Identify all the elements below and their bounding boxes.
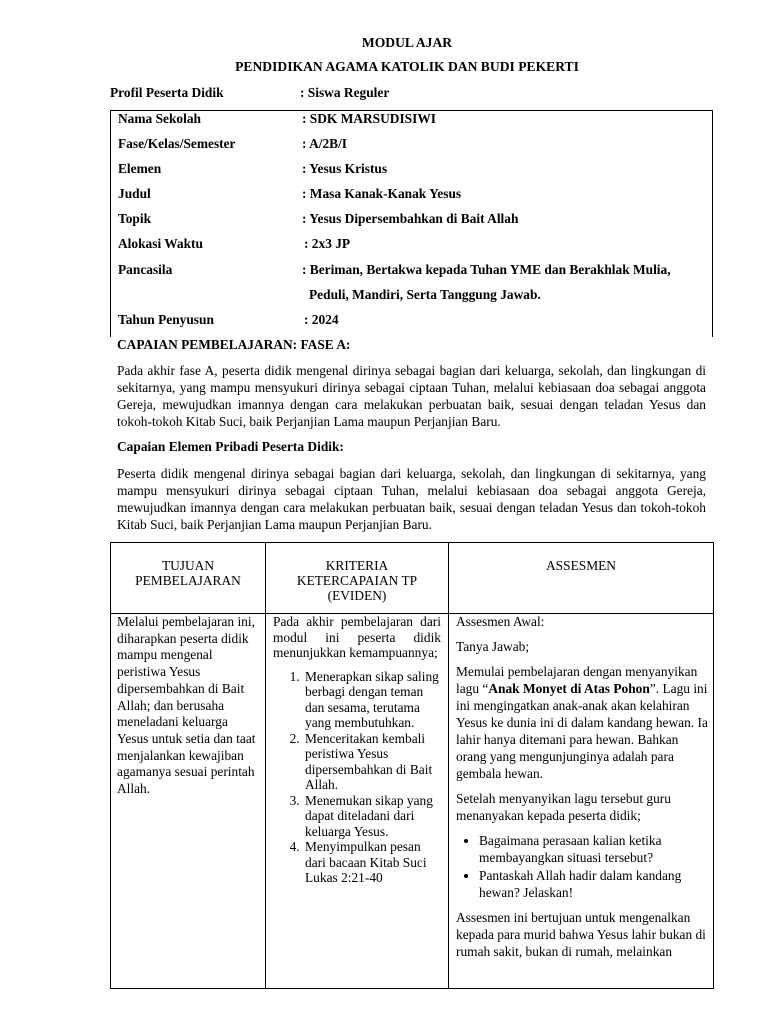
list-item: 3. Menemukan sikap yang dapat diteladani dari keluarga Yesus. (303, 793, 441, 840)
list-item: • Pantaskah Allah hadir dalam kandang hewan? Jelaskan! (479, 867, 708, 901)
capaian-text: Pada akhir fase A, peserta didik mengenal dirinya sebagai bagian dari keluarga, sekolah, dan lingkungan di sekitarnya, yang mampu mensyukuri dirinya sebagai ciptaan Tuhan, melalui kebiasaan doa sebagai anggota Gereja, mewujudkan imannya dengan cara melakukan perbuatan baik, sesuai dengan teladan Yesus dan tokoh-tokoh Kitab Suci, baik Perjanjian Lama maupun Perjanjian Baru. (117, 363, 706, 429)
question-list (456, 832, 708, 901)
header-text: PEMBELAJARAN (135, 573, 241, 588)
elemen-pribadi-heading: Capaian Elemen Pribadi Peserta Didik: (117, 439, 344, 454)
info-row-fase (118, 136, 348, 152)
header-text: (EVIDEN) (327, 588, 387, 603)
text: Memulai pembelajaran dengan menyanyikan lagu “ (456, 664, 698, 696)
info-label: Nama Sekolah (118, 111, 201, 126)
column-divider (265, 543, 266, 988)
header-tujuan (111, 558, 265, 588)
column-divider (448, 543, 449, 988)
info-label: Judul (118, 186, 151, 201)
assesmen-cell (456, 613, 708, 988)
assesmen-awal: Assesmen Awal: (456, 614, 545, 629)
profile-label: Profil Peserta Didik (110, 85, 224, 100)
info-row-judul (118, 186, 462, 202)
list-item: 1. Menerapkan sikap saling berbagi dengan teman dan sesama, terutama yang membutuhkan. (303, 669, 441, 731)
kriteria-intro: Pada akhir pembelajaran dari modul ini peserta didik menunjukkan kemampuannya; (273, 614, 441, 660)
learning-objectives-table (110, 542, 714, 989)
info-label: Tahun Penyusun (118, 312, 214, 327)
info-row-pancasila (118, 262, 671, 278)
header-assesmen: ASSESMEN (546, 558, 616, 573)
assesmen-setelah: Setelah menyanyikan lagu tersebut guru menanyakan kepada peserta didik; (456, 791, 671, 823)
assesmen-tanya: Tanya Jawab; (456, 639, 530, 654)
header-text: KRITERIA (325, 558, 389, 573)
capaian-heading: CAPAIAN PEMBELAJARAN: FASE A: (117, 337, 351, 352)
assesmen-tujuan: Assesmen ini bertujuan untuk mengenalkan kepada para murid bahwa Yesus lahir bukan di rumah sakit, bukan di rumah, melainkan (456, 910, 706, 959)
text: ”. Lagu ini ini mengingatkan anak-anak akan kelahiran Yesus ke dunia ini di dalam kandang hewan. Ia lahir hanya ditemani para hewan. Bahkan orang yang mengunjunginya adalah para gembala hewan. (456, 681, 708, 781)
info-row-elemen (118, 161, 388, 177)
header-kriteria (266, 558, 448, 603)
info-label: Elemen (118, 161, 162, 176)
assesmen-memulai (456, 663, 708, 782)
info-value: : 2x3 JP (304, 236, 351, 251)
header-text: TUJUAN (161, 558, 215, 573)
info-value: : Masa Kanak-Kanak Yesus (302, 186, 462, 201)
info-label: Topik (118, 211, 152, 226)
info-row-alokasi (118, 236, 351, 252)
list-item: • Bagaimana perasaan kalian ketika membayangkan situasi tersebut? (479, 832, 708, 866)
info-value: Peduli, Mandiri, Serta Tanggung Jawab. (309, 287, 541, 302)
info-value: : 2024 (304, 312, 339, 327)
kriteria-list (273, 669, 441, 886)
info-row-tahun (118, 312, 339, 328)
info-row-nama-sekolah (118, 111, 436, 127)
list-item: 2. Menceritakan kembali peristiwa Yesus dipersembahkan di Bait Allah. (303, 731, 441, 793)
elemen-pribadi-text: Peserta didik mengenal dirinya sebagai bagian dari keluarga, sekolah, dan lingkungan di sekitarnya, yang mampu mensyukuri dirinya sebagai ciptaan Tuhan, melalui kebiasaan doa sebagai anggota Gereja, mewujudkan imannya dengan cara melakukan perbuatan baik, sesuai dengan teladan Yesus dan tokoh-tokoh Kitab Suci, baik Perjanjian Lama maupun Perjanjian Baru. (117, 466, 706, 532)
info-value: : Yesus Kristus (302, 161, 388, 176)
info-label: Fase/Kelas/Semester (118, 136, 236, 151)
list-item: 4. Menyimpulkan pesan dari bacaan Kitab Suci Lukas 2:21-40 (303, 839, 441, 886)
tujuan-cell: Melalui pembelajaran ini, diharapkan peserta didik mampu mengenal peristiwa Yesus dipersembahkan di Bait Allah; dan berusaha meneladani keluarga Yesus untuk setia dan taat menjalankan kewajiban agamanya sesuai perintah Allah. (117, 614, 256, 797)
info-value: : SDK MARSUDISIWI (302, 111, 436, 126)
info-row-topik (118, 211, 519, 227)
profile-value: : Siswa Reguler (300, 85, 390, 100)
header-text: KETERCAPAIAN TP (296, 573, 418, 588)
kriteria-cell (273, 614, 441, 886)
info-label: Alokasi Waktu (118, 236, 203, 251)
info-label: Pancasila (118, 262, 173, 277)
song-title: Anak Monyet di Atas Pohon (488, 681, 650, 696)
info-box (110, 110, 713, 337)
info-value: : Beriman, Bertakwa kepada Tuhan YME dan Berakhlak Mulia, (302, 262, 671, 277)
document-title: MODUL AJAR (361, 35, 453, 50)
info-value: : A/2B/I (302, 136, 348, 151)
info-value: : Yesus Dipersembahkan di Bait Allah (302, 211, 519, 226)
document-subtitle: PENDIDIKAN AGAMA KATOLIK DAN BUDI PEKERTI (235, 59, 579, 74)
